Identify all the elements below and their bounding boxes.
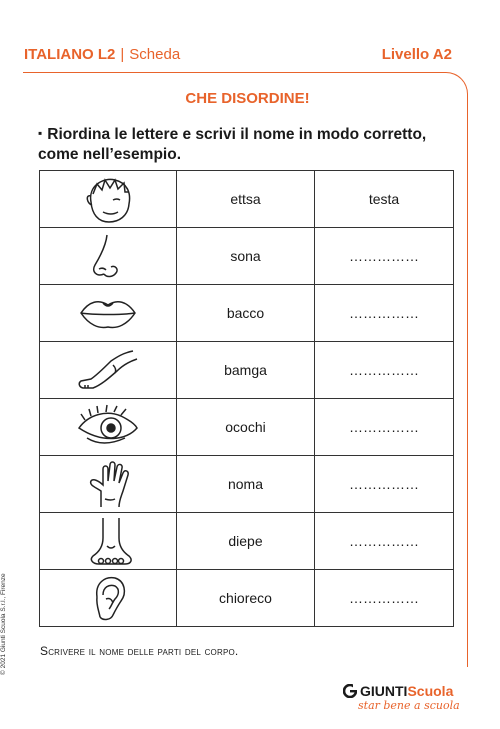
subject-label: ITALIANO L2: [24, 46, 116, 63]
answer-field[interactable]: ……………: [315, 456, 454, 513]
head-icon: [73, 174, 143, 224]
scrambled-word: bamga: [177, 342, 315, 399]
image-cell: [40, 342, 177, 399]
eye-icon: [73, 402, 143, 452]
answer-field[interactable]: ……………: [315, 285, 454, 342]
ear-icon: [73, 573, 143, 623]
level-label: Livello A2: [381, 46, 452, 63]
logo-giunti: GIUNTI: [360, 683, 408, 699]
scrambled-word: chioreco: [177, 570, 315, 627]
scrambled-word: ettsa: [177, 171, 315, 228]
sheet-label: Scheda: [129, 46, 181, 63]
table-row: [40, 399, 454, 456]
scrambled-word: bacco: [177, 285, 315, 342]
table-row: [40, 342, 454, 399]
mouth-icon: [73, 288, 143, 338]
answer-field[interactable]: ……………: [315, 342, 454, 399]
answer-field[interactable]: ……………: [315, 399, 454, 456]
table-row: [40, 285, 454, 342]
logo-scuola: Scuola: [407, 683, 454, 699]
image-cell: [40, 570, 177, 627]
instruction: [38, 125, 468, 165]
scrambled-word: sona: [177, 228, 315, 285]
page-title: CHE DISORDINE!: [185, 90, 310, 107]
image-cell: [40, 285, 177, 342]
scrambled-word: ocochi: [177, 399, 315, 456]
leg-icon: [73, 345, 143, 395]
giunti-g-icon: [343, 684, 357, 698]
foot-icon: [73, 516, 143, 566]
image-cell: [40, 456, 177, 513]
table-row: [40, 513, 454, 570]
image-cell: [40, 513, 177, 570]
image-cell: [40, 228, 177, 285]
hand-icon: [73, 459, 143, 509]
header-subject: [24, 46, 180, 63]
exercise-table: [39, 170, 454, 627]
footer-note: Scrivere il nome delle parti del corpo.: [40, 644, 239, 658]
bullet-icon: ▪: [38, 126, 43, 140]
scrambled-word: noma: [177, 456, 315, 513]
image-cell: [40, 171, 177, 228]
answer-field[interactable]: testa: [315, 171, 454, 228]
answer-field[interactable]: ……………: [315, 228, 454, 285]
publisher-logo: [343, 681, 453, 701]
table-row: [40, 228, 454, 285]
image-cell: [40, 399, 177, 456]
logo-tagline: star bene a scuola: [358, 699, 460, 712]
instruction-text: Riordina le lettere e scrivi il nome in modo corretto, come nell’esempio.: [38, 126, 427, 163]
answer-field[interactable]: ……………: [315, 513, 454, 570]
answer-field[interactable]: ……………: [315, 570, 454, 627]
table-row: [40, 456, 454, 513]
scrambled-word: diepe: [177, 513, 315, 570]
nose-icon: [73, 231, 143, 281]
table-row: [40, 570, 454, 627]
table-row: [40, 171, 454, 228]
header-separator: |: [120, 46, 125, 63]
